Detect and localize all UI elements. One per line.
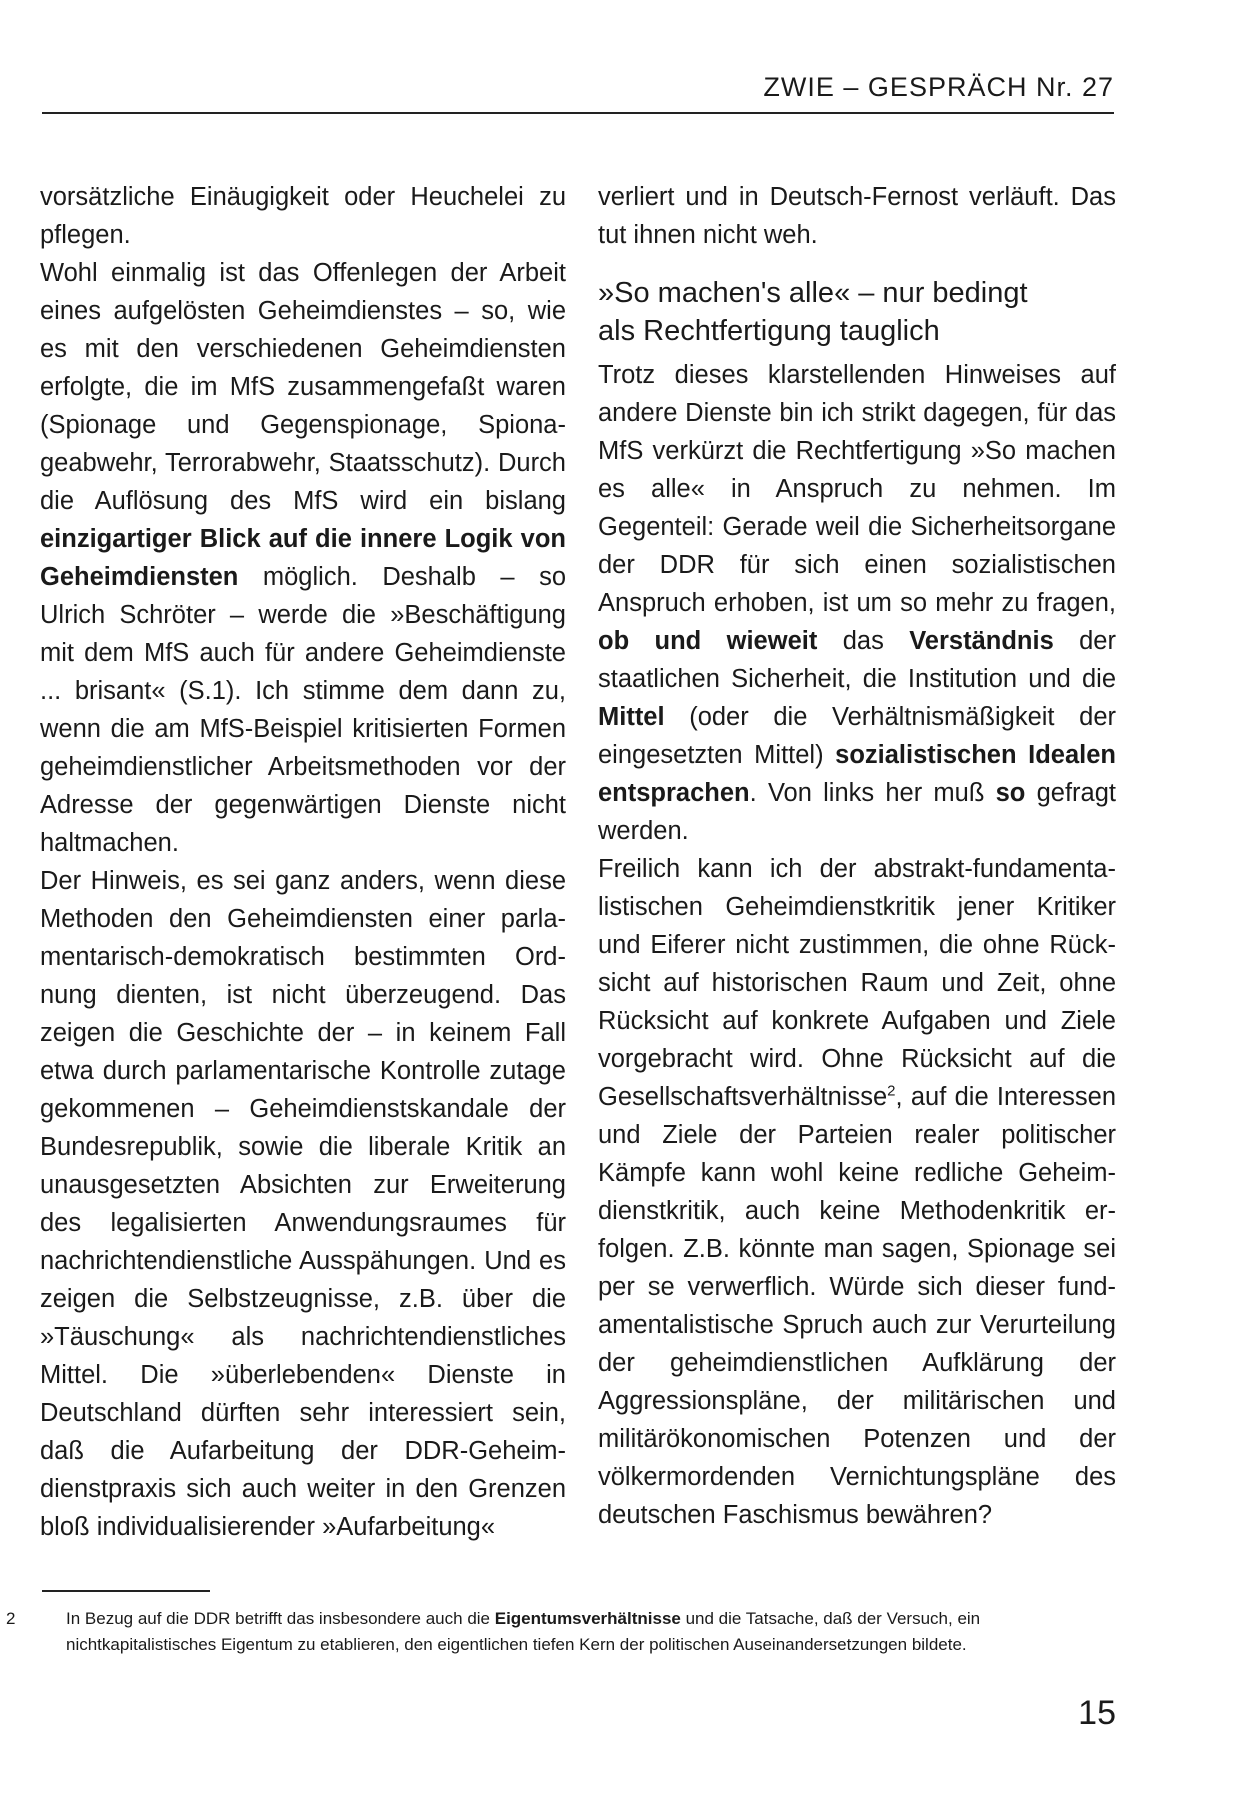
footnote-reference: 2 — [887, 1082, 896, 1100]
left-paragraph-2: Wohl einmalig ist das Offenlegen der Arbeit eines aufgelösten Geheimdienstes – so, wie es mit den verschiedenen Geheimdiensten erfolgte, die im MfS zusammengefaßt waren (Spionage und Gegenspionage, Spionageabwehr, Terrorabwehr, Staatsschutz). Durch die Auflösung des MfS wird ein bislang einzigartiger Blick auf die innere Logik von Geheimdiensten möglich. Deshalb – so Ulrich Schröter – werde die »Beschäftigung mit dem MfS auch für andere Geheimdienste ... brisant« (S.1). Ich stimme dem dann zu, wenn die am MfS-Beispiel kritisierten Formen geheimdienstlicher Arbeitsmethoden vor der Adresse der gegenwärtigen Dienste nicht haltmachen. — [40, 259, 566, 857]
running-header — [42, 72, 1114, 114]
emphasis: Eigentumsverhältnisse — [494, 1609, 681, 1628]
right-paragraph-3: Freilich kann ich der abstrakt-fundamentalistischen Geheimdienstkritik jener Kritiker und Eiferer nicht zustimmen, die ohne Rücksicht auf historischen Raum und Zeit, ohne Rücksicht auf konkrete Aufgaben und Ziele vorgebracht wird. Ohne Rücksicht auf die Gesellschaftsverhältnisse$^2$, auf die Interessen und Ziele der Parteien realer politischer Kämpfe kann wohl keine redliche Geheimdienstkritik, auch keine Methodenkritik erfolgen. Z.B. könnte man sagen, Spionage sei per se verwerflich. Würde sich dieser fundamentalistische Spruch auch zur Verurteilung der geheimdienstlichen Aufklärung der Aggressionspläne, der militärischen und militärökonomischen Potenzen und der völkermordenden Vernichtungspläne des deutschen Faschismus bewähren? — [598, 855, 1116, 1529]
left-column — [40, 178, 566, 1546]
left-paragraph-1: vorsätzliche Einäugigkeit oder Heuchelei zu pflegen. — [40, 183, 566, 249]
emphasis: so — [995, 779, 1026, 807]
emphasis: Verständnis — [909, 627, 1054, 655]
footnote-rule — [42, 1590, 210, 1592]
emphasis: einzigartiger Blick auf die innere Logik von Geheimdiensten — [40, 525, 566, 591]
header-title: ZWIE – GESPRÄCH Nr. 27 — [763, 72, 1114, 102]
right-paragraph-2: Trotz dieses klarstellenden Hinweises auf andere Dienste bin ich strikt dagegen, für das MfS verkürzt die Rechtfertigung »So machen es alle« in Anspruch zu nehmen. Im Gegenteil: Gerade weil die Sicherheitsorgane der DDR für sich einen sozialistischen Anspruch erhoben, ist um so mehr zu fragen, ob und wieweit das Verständnis der staatlichen Sicherheit, die Institution und die Mittel (oder die Verhältnismäßigkeit der eingesetzten Mittel) sozialistischen Idealen entsprachen. Von links her muß so gefragt werden. — [598, 361, 1116, 845]
right-column — [598, 178, 1116, 1534]
right-paragraph-1: verliert und in Deutsch-Fernost verläuft. Das tut ihnen nicht weh. — [598, 183, 1116, 249]
emphasis: sozialistischen Idealen entsprachen — [598, 741, 1116, 807]
footnote: 2 In Bezug auf die DDR betrifft das insbesondere auch die Eigentumsverhältnisse und die Tatsache, daß der Versuch, ein nichtkapitalistisches Eigentum zu etablieren, den eigentlichen tiefen Kern der politischen Auseinandersetzungen bildete. — [36, 1606, 1116, 1658]
left-paragraph-3: Der Hinweis, es sei ganz anders, wenn diese Methoden den Geheimdiensten einer parlamentarisch-demokratisch bestimmten Ordnung dienten, ist nicht überzeugend. Das zeigen die Geschichte der – in keinem Fall etwa durch parlamentarische Kontrolle zutage gekommenen – Geheimdienstskandale der Bundesrepublik, sowie die liberale Kritik an unausgesetzten Absichten zur Erweiterung des legalisierten Anwendungsraumes für nachrichtendienstliche Ausspähungen. Und es zeigen die Selbstzeugnisse, z.B. über die »Täuschung« als nachrichtendienstliches Mittel. Die »überlebenden« Dienste in Deutschland dürften sehr interessiert sein, daß die Aufarbeitung der DDR-Geheimdienstpraxis sich auch weiter in den Grenzen bloß individualisierender »Aufarbeitung« — [40, 867, 566, 1541]
footnote-number: 2 — [6, 1609, 16, 1628]
emphasis: Mittel — [598, 703, 665, 731]
emphasis: ob und wieweit — [598, 627, 818, 655]
page-number: 15 — [1078, 1694, 1116, 1732]
section-heading: »So machen's alle« – nur bedingt als Rechtfertigung tauglich — [598, 277, 1028, 347]
